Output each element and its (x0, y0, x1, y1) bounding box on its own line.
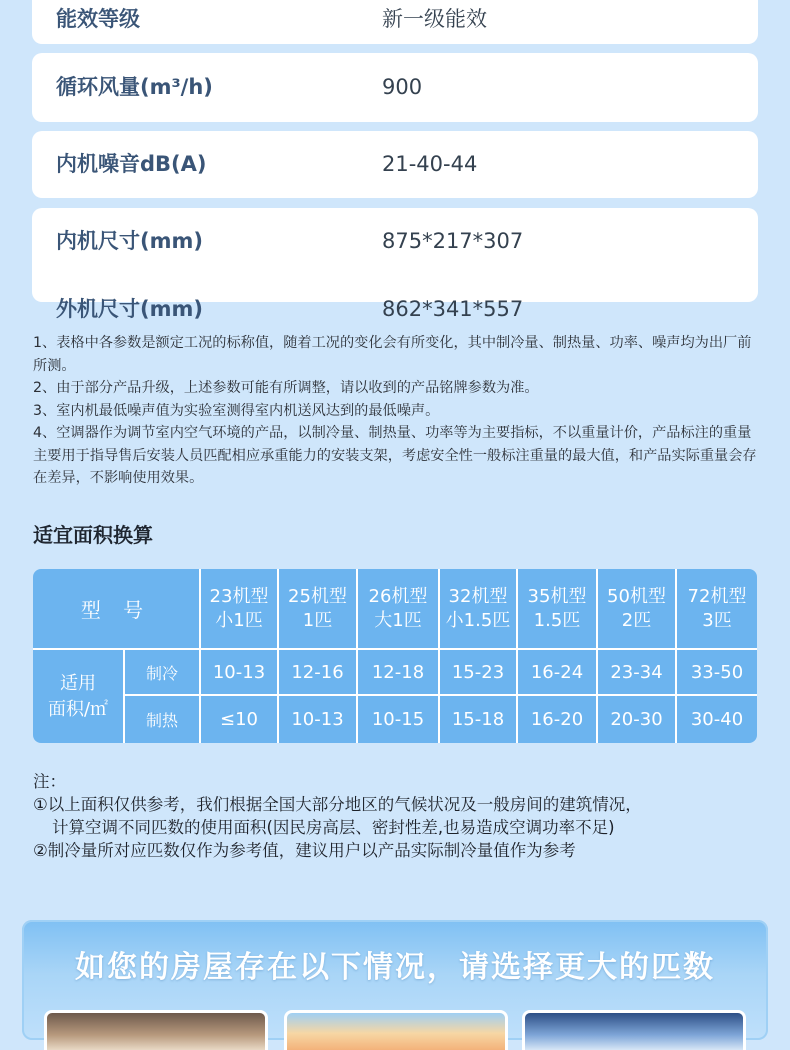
spec-card-energy (32, 0, 758, 44)
spec-card-airflow (32, 53, 758, 122)
model-header: 型 号 (80, 598, 152, 622)
model-32-hp: 小1.5匹 (445, 609, 511, 631)
indoor-size-value: 875*217*307 (382, 229, 524, 253)
cooling-label: 制冷 (145, 663, 178, 683)
heating-area-32: 15-18 (451, 709, 505, 730)
room-image-1 (44, 1010, 268, 1050)
energy-label: 能效等级 (56, 7, 140, 31)
note-1: 1、表格中各参数是额定工况的标称值，随着工况的变化会有所变化，其中制冷量、制热量、功率、噪声均为出厂前所测。 (33, 335, 752, 374)
model-35 (518, 569, 596, 648)
energy-value: 新一级能效 (382, 7, 487, 31)
footnote-line-2: 计算空调不同匹数的使用面积(因民房高层、密封性差,也易造成空调功率不足) (52, 818, 615, 837)
note-3: 3、室内机最低噪声值为实验室测得室内机送风达到的最低噪声。 (33, 402, 440, 419)
note-4: 4、空调器作为调节室内空气环境的产品，以制冷量、制热量、功率等为主要指标，不以重量计价，产品标注的重量主要用于指导售后安装人员匹配相应承重能力的安装支架，考虑安全性一般标注重量的最大值，和产品实际重量会存在差异，不影响使用效果。 (33, 425, 757, 486)
spec-card-dimensions (32, 208, 758, 321)
heating-area-26: 10-15 (371, 709, 425, 730)
area-side-label-line1: 适用 (60, 672, 96, 694)
area-side-label-line2: 面积/㎡ (47, 698, 109, 720)
noise-value: 21-40-44 (382, 152, 478, 176)
footnote-title: 注： (33, 772, 66, 791)
model-32-name: 32机型 (448, 585, 508, 607)
parameter-notes (33, 332, 761, 490)
model-32 (440, 569, 516, 648)
model-25-hp: 1匹 (302, 609, 333, 631)
model-72 (677, 569, 757, 648)
cooling-area-25: 12-16 (291, 661, 344, 683)
model-23 (201, 569, 277, 648)
banner-title: 如您的房屋存在以下情况，请选择更大的匹数 (75, 950, 715, 985)
note-2: 2、由于部分产品升级，上述参数可能有所调整，请以收到的产品铭牌参数为准。 (33, 380, 539, 396)
cooling-area-23: 10-13 (212, 661, 266, 683)
area-side-label (33, 650, 123, 743)
outdoor-size-value: 862*341*557 (382, 297, 524, 321)
heating-area-72: 30-40 (690, 709, 744, 730)
area-footnote (33, 770, 642, 862)
model-50 (598, 569, 675, 648)
cooling-area-50: 23-34 (610, 661, 663, 683)
cooling-area-26: 12-18 (371, 661, 425, 683)
model-50-name: 50机型 (607, 585, 666, 607)
room-image-2 (284, 1010, 508, 1050)
cooling-area-32: 15-23 (451, 661, 505, 683)
spec-row-noise (56, 147, 758, 181)
spec-row-airflow (56, 70, 758, 104)
cooling-area-72: 33-50 (690, 661, 744, 683)
area-section-title: 适宜面积换算 (33, 523, 153, 547)
heating-area-25: 10-13 (291, 709, 344, 730)
footnote-line-1: ①以上面积仅供参考，我们根据全国大部分地区的气候状况及一般房间的建筑情况， (33, 795, 642, 814)
model-35-hp: 1.5匹 (533, 609, 581, 631)
model-23-hp: 小1匹 (215, 609, 263, 631)
noise-label: 内机噪音dB(A) (56, 152, 207, 176)
indoor-size-label: 内机尺寸(mm) (56, 229, 203, 253)
model-72-hp: 3匹 (702, 609, 732, 631)
recommendation-banner (22, 920, 768, 1040)
heating-label: 制热 (145, 711, 178, 730)
model-23-name: 23机型 (209, 585, 269, 607)
airflow-value: 900 (382, 75, 423, 99)
model-25-name: 25机型 (288, 585, 347, 607)
model-72-name: 72机型 (687, 585, 747, 607)
model-26-hp: 大1匹 (374, 609, 422, 631)
model-26 (358, 569, 438, 648)
spec-row-indoor-size (56, 224, 758, 258)
model-25 (279, 569, 356, 648)
room-image-3 (522, 1010, 746, 1050)
footnote-line-3: ②制冷量所对应匹数仅作为参考值，建议用户以产品实际制冷量值作为参考 (33, 841, 576, 860)
airflow-label: 循环风量(m³/h) (56, 75, 213, 99)
model-26-name: 26机型 (368, 585, 428, 607)
spec-row-energy (56, 2, 758, 36)
heating-area-35: 16-20 (530, 709, 584, 730)
spec-card-noise (32, 131, 758, 198)
outdoor-size-label: 外机尺寸(mm) (56, 297, 203, 321)
area-conversion-table (33, 569, 757, 743)
model-50-hp: 2匹 (621, 609, 652, 631)
spec-row-outdoor-size (56, 292, 758, 326)
cooling-area-35: 16-24 (530, 661, 584, 683)
model-35-name: 35机型 (527, 585, 587, 607)
heating-area-50: 20-30 (610, 709, 663, 730)
heating-area-23: ≤10 (220, 709, 258, 730)
